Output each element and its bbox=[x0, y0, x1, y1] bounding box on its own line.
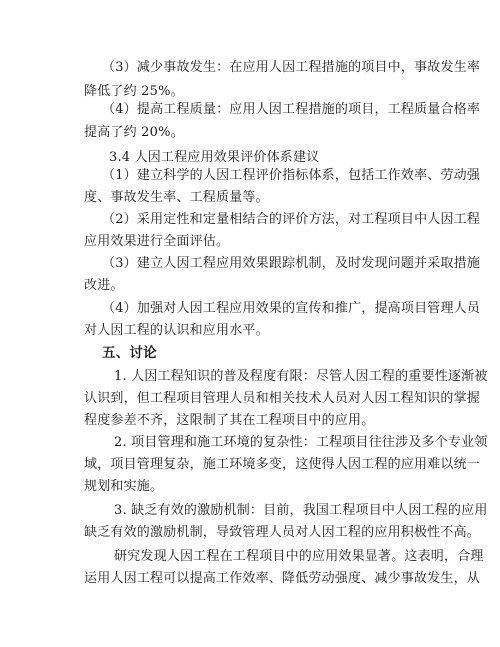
paragraph-line: 域，项目管理复杂，施工环境多变，这使得人因工程的应用难以统一 bbox=[84, 457, 481, 472]
paragraph-line: （4）加强对人因工程应用效果的宣传和推广，提高项目管理人员 bbox=[102, 301, 481, 316]
paragraph-line: 降低了约 25%。 bbox=[84, 84, 184, 99]
paragraph-line: （1）建立科学的人因工程评价指标体系，包括工作效率、劳动强 bbox=[102, 168, 481, 183]
paragraph-line: 缺乏有效的激励机制，导致管理人员对人因工程的应用积极性不高。 bbox=[84, 525, 481, 540]
paragraph-line: 改进。 bbox=[84, 278, 124, 293]
paragraph-line: 运用人因工程可以提高工作效率、降低劳动强度、减少事故发生，从 bbox=[84, 571, 481, 586]
section-heading: 3.4 人因工程应用效果评价体系建议 bbox=[109, 150, 320, 165]
paragraph-line: 提高了约 20%。 bbox=[84, 125, 184, 140]
paragraph-line: 对人因工程的认识和应用水平。 bbox=[84, 323, 269, 338]
paragraph-line: 研究发现人因工程在工程项目中的应用效果显著。这表明，合理 bbox=[114, 549, 484, 564]
paragraph-line: 度、事故发生率、工程质量等。 bbox=[84, 190, 269, 205]
paragraph-line: 程度参差不齐，这限制了其在工程项目中的应用。 bbox=[84, 413, 375, 428]
paragraph-line: 1. 人因工程知识的普及程度有限：尽管人因工程的重要性逐渐被 bbox=[114, 369, 488, 384]
paragraph-line: （4）提高工程质量：应用人因工程措施的项目，工程质量合格率 bbox=[102, 102, 481, 117]
paragraph-line: 规划和实施。 bbox=[84, 479, 164, 494]
discussion-heading: 五、讨论 bbox=[102, 345, 157, 361]
paragraph-line: 2. 项目管理和施工环境的复杂性：工程项目往往涉及多个专业领 bbox=[114, 435, 488, 450]
paragraph-line: 应用效果进行全面评估。 bbox=[84, 234, 230, 249]
paragraph-line: （3）减少事故发生：在应用人因工程措施的项目中，事故发生率 bbox=[102, 60, 481, 75]
paragraph-line: 3. 缺乏有效的激励机制：目前，我国工程项目中人因工程的应用 bbox=[114, 503, 488, 518]
paragraph-line: 认识到，但工程项目管理人员和相关技术人员对人因工程知识的掌握 bbox=[84, 391, 481, 406]
paragraph-line: （3）建立人因工程应用效果跟踪机制，及时发现问题并采取措施 bbox=[102, 256, 481, 271]
paragraph-line: （2）采用定性和定量相结合的评价方法，对工程项目中人因工程 bbox=[102, 212, 481, 227]
